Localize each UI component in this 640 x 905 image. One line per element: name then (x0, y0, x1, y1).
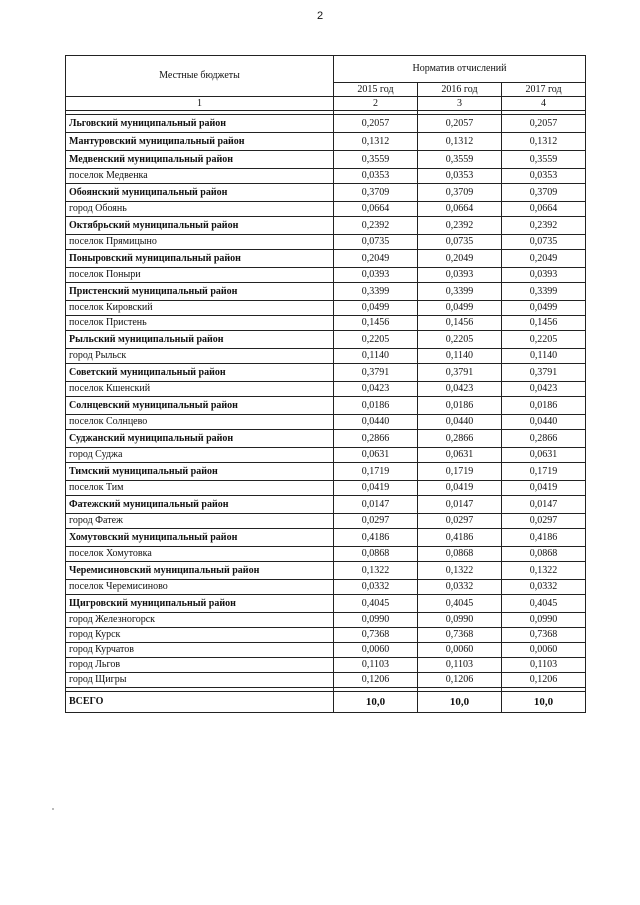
norm-value-2015: 0,0440 (334, 415, 418, 430)
norm-value-2015: 0,1312 (334, 133, 418, 151)
settlement-row (66, 673, 586, 688)
norm-value-2016: 0,4186 (418, 529, 502, 547)
settlement-row (66, 301, 586, 316)
header-year-2017: 2017 год (502, 83, 586, 97)
norm-value-2015: 0,1140 (334, 349, 418, 364)
norm-value-2016: 0,2392 (418, 217, 502, 235)
norm-value-2016: 0,0631 (418, 448, 502, 463)
norm-value-2017: 0,0868 (502, 547, 586, 562)
norm-value-2017: 0,2057 (502, 115, 586, 133)
budget-name: Мантуровский муниципальный район (66, 133, 334, 151)
norm-value-2017: 0,7368 (502, 628, 586, 643)
budget-name: город Суджа (66, 448, 334, 463)
norm-value-2017: 0,3709 (502, 184, 586, 202)
norm-value-2017: 0,1140 (502, 349, 586, 364)
budget-name: поселок Солнцево (66, 415, 334, 430)
norm-value-2015: 0,0735 (334, 235, 418, 250)
header-local-budgets: Местные бюджеты (66, 56, 334, 97)
norm-value-2016: 0,1322 (418, 562, 502, 580)
deduction-norms-table (65, 55, 586, 713)
norm-value-2015: 0,3709 (334, 184, 418, 202)
norm-value-2016: 0,0664 (418, 202, 502, 217)
norm-value-2016: 0,0868 (418, 547, 502, 562)
norm-value-2017: 0,3399 (502, 283, 586, 301)
district-row (66, 595, 586, 613)
district-row (66, 364, 586, 382)
norm-value-2017: 0,0440 (502, 415, 586, 430)
district-row (66, 115, 586, 133)
norm-value-2017: 0,2866 (502, 430, 586, 448)
budget-name: Поныровский муниципальный район (66, 250, 334, 268)
norm-value-2016: 0,3559 (418, 151, 502, 169)
budget-name: поселок Хомутовка (66, 547, 334, 562)
norm-value-2017: 0,0423 (502, 382, 586, 397)
total-2016: 10,0 (418, 692, 502, 713)
district-row (66, 217, 586, 235)
norm-value-2016: 0,0186 (418, 397, 502, 415)
norm-value-2016: 0,1103 (418, 658, 502, 673)
budget-name: Щигровский муниципальный район (66, 595, 334, 613)
budget-name: город Фатеж (66, 514, 334, 529)
settlement-row (66, 628, 586, 643)
norm-value-2015: 0,0147 (334, 496, 418, 514)
budget-name: Солнцевский муниципальный район (66, 397, 334, 415)
budget-name: город Железногорск (66, 613, 334, 628)
budget-name: поселок Поныри (66, 268, 334, 283)
norm-value-2016: 0,2866 (418, 430, 502, 448)
norm-value-2015: 0,3791 (334, 364, 418, 382)
norm-value-2016: 0,0060 (418, 643, 502, 658)
norm-value-2017: 0,0735 (502, 235, 586, 250)
budget-name: Обоянский муниципальный район (66, 184, 334, 202)
norm-value-2015: 0,2057 (334, 115, 418, 133)
norm-value-2016: 0,0423 (418, 382, 502, 397)
norm-value-2015: 0,7368 (334, 628, 418, 643)
budget-name: Черемисиновский муниципальный район (66, 562, 334, 580)
norm-value-2017: 0,4186 (502, 529, 586, 547)
header-deduction-norm: Норматив отчислений (334, 56, 586, 83)
norm-value-2017: 0,0499 (502, 301, 586, 316)
settlement-row (66, 415, 586, 430)
settlement-row (66, 547, 586, 562)
column-number: 1 (66, 97, 334, 111)
norm-value-2015: 0,0393 (334, 268, 418, 283)
total-2015: 10,0 (334, 692, 418, 713)
budget-name: город Щигры (66, 673, 334, 688)
norm-value-2015: 0,2392 (334, 217, 418, 235)
norm-value-2017: 0,0419 (502, 481, 586, 496)
norm-value-2015: 0,4186 (334, 529, 418, 547)
district-row (66, 283, 586, 301)
settlement-row (66, 481, 586, 496)
total-2017: 10,0 (502, 692, 586, 713)
settlement-row (66, 658, 586, 673)
settlement-row (66, 202, 586, 217)
norm-value-2015: 0,4045 (334, 595, 418, 613)
norm-value-2016: 0,1140 (418, 349, 502, 364)
settlement-row (66, 316, 586, 331)
budget-name: Тимский муниципальный район (66, 463, 334, 481)
norm-value-2015: 0,1103 (334, 658, 418, 673)
norm-value-2016: 0,3399 (418, 283, 502, 301)
scan-speck (52, 808, 54, 810)
settlement-row (66, 580, 586, 595)
budget-name: город Курск (66, 628, 334, 643)
budget-name: Льговский муниципальный район (66, 115, 334, 133)
norm-value-2016: 0,2049 (418, 250, 502, 268)
budget-name: поселок Кировский (66, 301, 334, 316)
norm-value-2016: 0,0332 (418, 580, 502, 595)
norm-value-2015: 0,1719 (334, 463, 418, 481)
header-year-2015: 2015 год (334, 83, 418, 97)
norm-value-2017: 0,1312 (502, 133, 586, 151)
norm-value-2016: 0,0735 (418, 235, 502, 250)
district-row (66, 430, 586, 448)
budget-name: город Курчатов (66, 643, 334, 658)
norm-value-2015: 0,0423 (334, 382, 418, 397)
district-row (66, 133, 586, 151)
budget-name: город Рыльск (66, 349, 334, 364)
norm-value-2017: 0,0631 (502, 448, 586, 463)
budget-name: Пристенский муниципальный район (66, 283, 334, 301)
settlement-row (66, 169, 586, 184)
norm-value-2015: 0,0186 (334, 397, 418, 415)
budget-name: поселок Тим (66, 481, 334, 496)
settlement-row (66, 643, 586, 658)
settlement-row (66, 349, 586, 364)
norm-value-2015: 0,1322 (334, 562, 418, 580)
norm-value-2017: 0,3791 (502, 364, 586, 382)
norm-value-2015: 0,0631 (334, 448, 418, 463)
norm-value-2017: 0,0186 (502, 397, 586, 415)
district-row (66, 562, 586, 580)
norm-value-2017: 0,4045 (502, 595, 586, 613)
budget-name: город Обоянь (66, 202, 334, 217)
norm-value-2017: 0,0060 (502, 643, 586, 658)
page-number: 2 (316, 10, 324, 22)
norm-value-2016: 0,0419 (418, 481, 502, 496)
district-row (66, 529, 586, 547)
norm-value-2015: 0,2205 (334, 331, 418, 349)
norm-value-2015: 0,0419 (334, 481, 418, 496)
budget-name: поселок Прямицыно (66, 235, 334, 250)
norm-value-2017: 0,1103 (502, 658, 586, 673)
norm-value-2017: 0,2392 (502, 217, 586, 235)
norm-value-2016: 0,0147 (418, 496, 502, 514)
norm-value-2015: 0,0332 (334, 580, 418, 595)
settlement-row (66, 448, 586, 463)
norm-value-2017: 0,0297 (502, 514, 586, 529)
norm-value-2016: 0,1312 (418, 133, 502, 151)
settlement-row (66, 382, 586, 397)
norm-value-2017: 0,1322 (502, 562, 586, 580)
norm-value-2017: 0,0147 (502, 496, 586, 514)
norm-value-2017: 0,1719 (502, 463, 586, 481)
norm-value-2015: 0,1456 (334, 316, 418, 331)
norm-value-2017: 0,3559 (502, 151, 586, 169)
norm-value-2015: 0,0990 (334, 613, 418, 628)
district-row (66, 250, 586, 268)
budget-name: поселок Черемисиново (66, 580, 334, 595)
budget-name: Рыльский муниципальный район (66, 331, 334, 349)
header-year-2016: 2016 год (418, 83, 502, 97)
norm-value-2015: 0,2866 (334, 430, 418, 448)
total-label: ВСЕГО (66, 692, 334, 713)
norm-value-2015: 0,0868 (334, 547, 418, 562)
norm-value-2017: 0,1456 (502, 316, 586, 331)
budget-name: Хомутовский муниципальный район (66, 529, 334, 547)
settlement-row (66, 613, 586, 628)
norm-value-2017: 0,0664 (502, 202, 586, 217)
norm-value-2017: 0,2205 (502, 331, 586, 349)
district-row (66, 184, 586, 202)
norm-value-2016: 0,0440 (418, 415, 502, 430)
norm-value-2016: 0,0297 (418, 514, 502, 529)
norm-value-2017: 0,2049 (502, 250, 586, 268)
budget-name: поселок Медвенка (66, 169, 334, 184)
district-row (66, 463, 586, 481)
norm-value-2015: 0,1206 (334, 673, 418, 688)
norm-value-2016: 0,1206 (418, 673, 502, 688)
district-row (66, 151, 586, 169)
norm-value-2016: 0,0393 (418, 268, 502, 283)
norm-value-2016: 0,3709 (418, 184, 502, 202)
norm-value-2015: 0,3559 (334, 151, 418, 169)
norm-value-2015: 0,0060 (334, 643, 418, 658)
norm-value-2017: 0,0990 (502, 613, 586, 628)
table-body (66, 115, 586, 688)
norm-value-2016: 0,1719 (418, 463, 502, 481)
norm-value-2016: 0,3791 (418, 364, 502, 382)
column-number: 3 (418, 97, 502, 111)
district-row (66, 331, 586, 349)
settlement-row (66, 268, 586, 283)
norm-value-2015: 0,0297 (334, 514, 418, 529)
total-row (66, 692, 586, 713)
norm-value-2016: 0,2057 (418, 115, 502, 133)
norm-value-2016: 0,0990 (418, 613, 502, 628)
budget-name: Советский муниципальный район (66, 364, 334, 382)
norm-value-2015: 0,0664 (334, 202, 418, 217)
budget-name: Суджанский муниципальный район (66, 430, 334, 448)
settlement-row (66, 514, 586, 529)
column-number: 4 (502, 97, 586, 111)
norm-value-2015: 0,2049 (334, 250, 418, 268)
budget-name: Октябрьский муниципальный район (66, 217, 334, 235)
district-row (66, 397, 586, 415)
norm-value-2016: 0,2205 (418, 331, 502, 349)
settlement-row (66, 235, 586, 250)
norm-value-2017: 0,0353 (502, 169, 586, 184)
budget-name: Медвенский муниципальный район (66, 151, 334, 169)
norm-value-2016: 0,7368 (418, 628, 502, 643)
norm-value-2016: 0,4045 (418, 595, 502, 613)
norm-value-2015: 0,3399 (334, 283, 418, 301)
norm-value-2015: 0,0499 (334, 301, 418, 316)
norm-value-2017: 0,0393 (502, 268, 586, 283)
budget-name: поселок Пристень (66, 316, 334, 331)
norm-value-2016: 0,1456 (418, 316, 502, 331)
column-number: 2 (334, 97, 418, 111)
norm-value-2016: 0,0353 (418, 169, 502, 184)
district-row (66, 496, 586, 514)
budget-name: поселок Кшенский (66, 382, 334, 397)
budget-name: Фатежский муниципальный район (66, 496, 334, 514)
norm-value-2015: 0,0353 (334, 169, 418, 184)
norm-value-2016: 0,0499 (418, 301, 502, 316)
norm-value-2017: 0,1206 (502, 673, 586, 688)
norm-value-2017: 0,0332 (502, 580, 586, 595)
budget-name: город Льгов (66, 658, 334, 673)
